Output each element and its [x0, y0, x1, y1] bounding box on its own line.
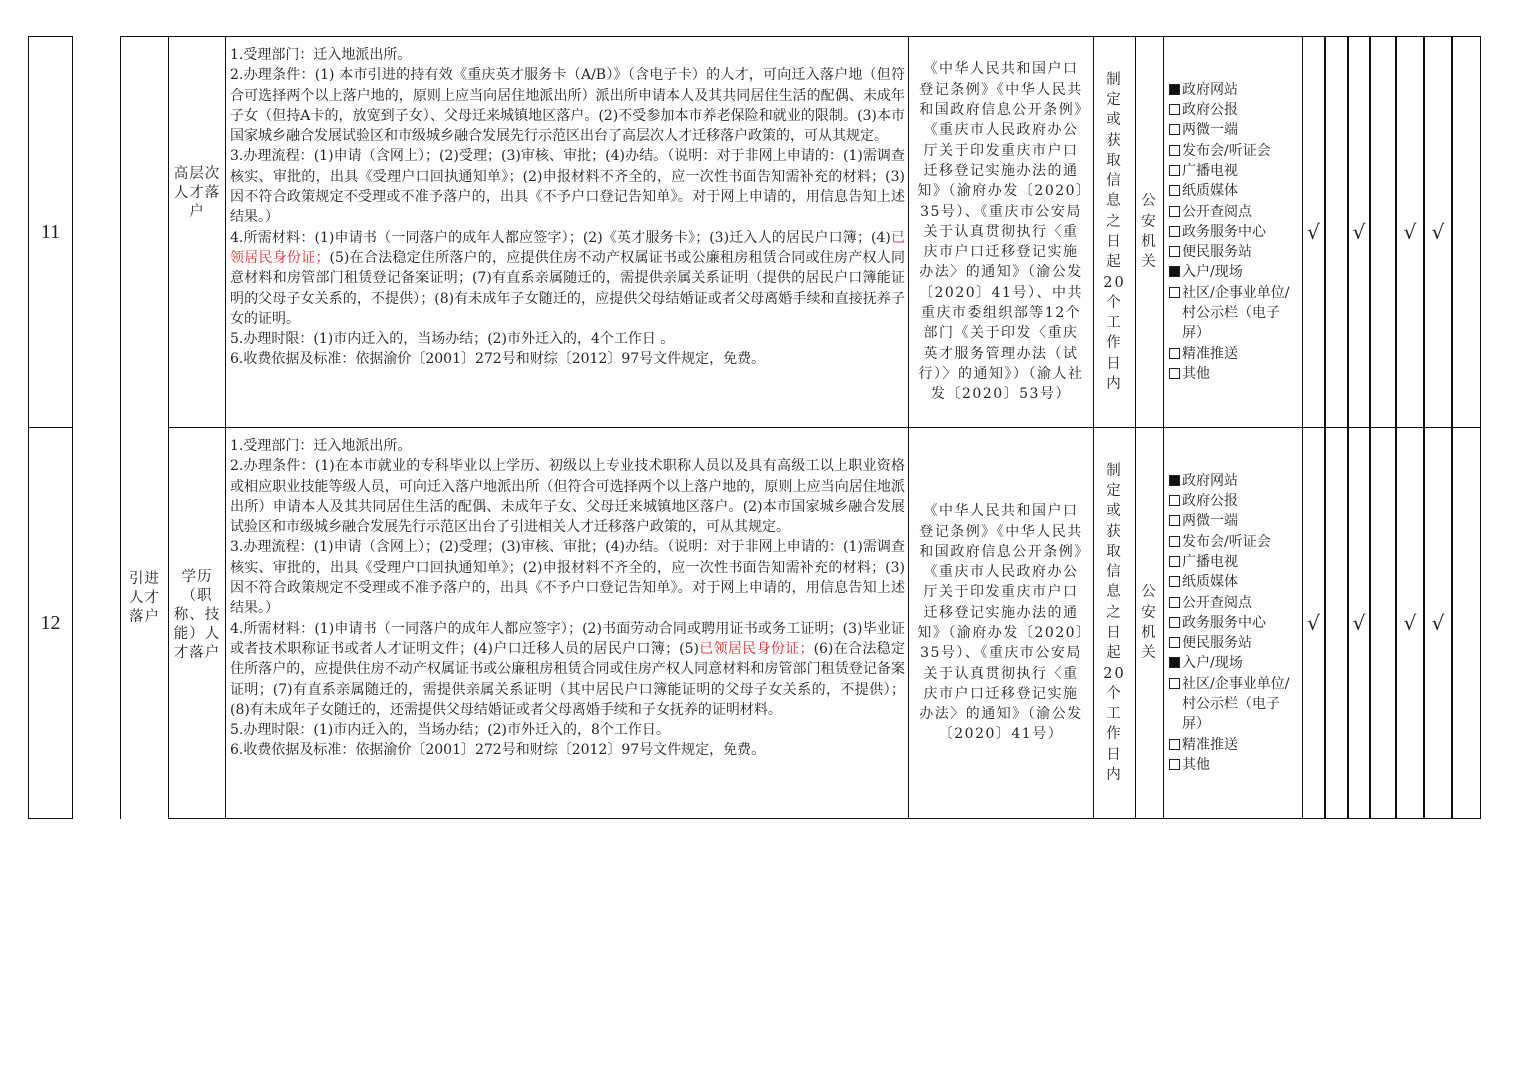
check-cell — [1424, 36, 1452, 428]
check-cell — [1302, 36, 1325, 428]
channel-label: 便民服务站 — [1182, 635, 1252, 652]
content-text: 2.办理条件：(1)在本市就业的专科毕业以上学历、初级以上专业技术职称人员以及具有高级工以上职业资格或相应职业技能等级人员，可向迁入落户地派出所（但符合可选择两个以上落户地的，原则上应当向居住地派出所）申请本人及其共同居住生活的配偶、未成年子女、父母迁来城镇地区落户。(2)本市国家城乡融合发展试验区和市级城乡融合发展先行示范区出台了引进相关人才迁移落户政策的，可从其规定。 — [230, 458, 905, 536]
channel-option — [1169, 755, 1299, 775]
check-cell — [1370, 36, 1396, 428]
row-number: 11 — [40, 220, 61, 243]
time-limit-cell — [1093, 427, 1136, 819]
content-text: 6.收费依据及标准：依据渝价〔2001〕272号和财综〔2012〕97号文件规定，免费。 — [230, 742, 766, 759]
unchecked-box-icon — [1169, 226, 1180, 237]
channel-label: 政府公报 — [1182, 493, 1238, 510]
channel-option — [1169, 100, 1299, 120]
unchecked-box-icon — [1169, 287, 1180, 298]
check-cell — [1325, 36, 1348, 428]
checked-box-icon — [1169, 657, 1180, 668]
materials-text: 4.所需材料：(1)申请书（一同落户的成年人都应签字）；(2)《英才服务卡》；(3)迁入人的居民户口簿；(4) — [230, 229, 891, 246]
check-cell — [1396, 36, 1424, 428]
row-number: 12 — [40, 611, 61, 634]
legal-basis: 《中华人民共和国户口登记条例》《中华人民共和国政府信息公开条例》《重庆市人民政府办公厅关于印发重庆市户口迁移登记实施办法的通知》（渝府办发〔2020〕35号）、《重庆市公安局关于认真贯彻执行〈重庆市户口迁移登记实施办法〉的通知》（渝公发〔2020〕41号） — [917, 503, 1085, 743]
channel-option — [1169, 141, 1299, 161]
agency-cell — [1135, 427, 1164, 819]
check-cell — [1396, 427, 1424, 819]
checkmark-icon: √ — [1307, 611, 1320, 635]
channel-label: 入户/现场 — [1182, 264, 1243, 281]
content-paragraph — [230, 146, 905, 227]
channel-label: 社区/企事业单位/村公示栏（电子屏） — [1182, 284, 1290, 342]
channel-option — [1169, 511, 1299, 531]
channel-label: 两微一端 — [1182, 122, 1238, 139]
channel-label: 精准推送 — [1182, 736, 1238, 753]
channel-label: 政务服务中心 — [1182, 614, 1266, 631]
checked-box-icon — [1169, 84, 1180, 95]
checkmark-icon: √ — [1352, 611, 1366, 635]
channel-label: 发布会/听证会 — [1182, 533, 1271, 550]
check-cell — [1325, 427, 1348, 819]
category-cell — [120, 36, 169, 819]
channel-label: 其他 — [1182, 756, 1210, 773]
content-paragraph — [230, 329, 905, 349]
materials-text: 4.所需材料：(1)申请书（一同落户的成年人都应签字）；(2)书面劳动合同或聘用证书或务工证明；(3)毕业证或者技术职称证书或者人才证明文件；(4)户口迁移人员的居民户口簿；(5) — [230, 620, 905, 657]
channel-label: 便民服务站 — [1182, 244, 1252, 261]
legal-basis: 《中华人民共和国户口登记条例》《中华人民共和国政府信息公开条例》《重庆市人民政府办公厅关于印发重庆市户口迁移登记实施办法的通知》（渝府办发〔2020〕35号）、《重庆市公安局关于认真贯彻执行〈重庆市户口迁移登记实施办法〉的通知》（渝公发〔2020〕41号）、中共重庆市委组织部等12个部门《关于印发〈重庆英才服务管理办法（试行）〉的通知》）（渝人社发〔2020〕53号） — [917, 61, 1085, 403]
check-cell — [1370, 427, 1396, 819]
checkmark-icon: √ — [1431, 220, 1445, 244]
agency-cell — [1135, 36, 1164, 428]
checkmark-icon: √ — [1431, 611, 1445, 635]
agency: 公安机关 — [1141, 584, 1158, 662]
channels-cell — [1163, 427, 1303, 819]
content-paragraph — [230, 436, 905, 456]
channel-label: 公开查阅点 — [1182, 203, 1252, 220]
unchecked-box-icon — [1169, 368, 1180, 379]
channel-option — [1169, 364, 1299, 384]
content-paragraph — [230, 45, 905, 65]
unchecked-box-icon — [1169, 495, 1180, 506]
unchecked-box-icon — [1169, 348, 1180, 359]
channel-label: 纸质媒体 — [1182, 183, 1238, 200]
service-content-cell — [225, 427, 909, 819]
channel-option — [1169, 471, 1299, 491]
checkmark-icon: √ — [1403, 220, 1417, 244]
checkmark-icon: √ — [1352, 220, 1366, 244]
check-cell — [1302, 427, 1325, 819]
content-text: 5.办理时限：(1)市内迁入的，当场办结；(2)市外迁入的，4个工作日 。 — [230, 331, 675, 348]
content-text: 2.办理条件：(1) 本市引进的持有效《重庆英才服务卡（A/B）》（含电子卡）的人才，可向迁入落户地（但符合可选择两个以上落户地的，原则上应当向居住地派出所）派出所申请本人及其共同居住生活的配偶、未成年子女（但持A卡的，放宽到子女）、父母迁来城镇地区落户。(2)不受参加本市养老保险和就业的限制。(3)本市国家城乡融合发展试验区和市级城乡融合发展先行示范区出台了高层次人才迁移落户政策的，可从其规定。 — [230, 67, 905, 145]
channel-label: 其他 — [1182, 365, 1210, 382]
content-paragraph — [230, 65, 905, 146]
row-number-cell — [28, 36, 73, 428]
content-paragraph — [230, 537, 905, 618]
unchecked-box-icon — [1169, 536, 1180, 547]
checked-box-icon — [1169, 475, 1180, 486]
unchecked-box-icon — [1169, 206, 1180, 217]
subcategory-cell — [168, 427, 226, 819]
content-text: 3.办理流程：(1)申请（含网上）；(2)受理；(3)审核、审批；(4)办结。（说明：对于非网上申请的：(1)需调查核实、审批的，出具《受理户口回执通知单》；(2)申报材料不齐全的，应一次性书面告知需补充的材料；(3)因不符合政策规定不受理或不准予落户的，出具《不予户口登记告知单》。对于网上申请的，用信息告知上述结果。） — [230, 148, 905, 226]
content-text: 6.收费依据及标准：依据渝价〔2001〕272号和财综〔2012〕97号文件规定，免费。 — [230, 351, 766, 368]
channel-option — [1169, 653, 1299, 673]
time-limit-cell — [1093, 36, 1136, 428]
row-number-cell — [28, 427, 73, 819]
check-cell — [1452, 427, 1481, 819]
time-limit: 制定或获取信息之日起20个工作日内 — [1103, 462, 1126, 784]
check-cell — [1424, 427, 1452, 819]
channel-option — [1169, 222, 1299, 242]
channel-label: 广播电视 — [1182, 553, 1238, 570]
spacer-column — [72, 36, 121, 819]
channel-option — [1169, 161, 1299, 181]
channel-label: 广播电视 — [1182, 162, 1238, 179]
materials-paragraph — [230, 619, 905, 720]
content-text: 5.办理时限：(1)市内迁入的，当场办结；(2)市外迁入的，8个工作日。 — [230, 722, 670, 739]
unchecked-box-icon — [1169, 515, 1180, 526]
channel-label: 入户/现场 — [1182, 655, 1243, 672]
checkmark-icon: √ — [1403, 611, 1417, 635]
channel-option — [1169, 735, 1299, 755]
checkmark-icon: √ — [1307, 220, 1320, 244]
channel-label: 政府公报 — [1182, 102, 1238, 119]
unchecked-box-icon — [1169, 556, 1180, 567]
materials-text: (5)在合法稳定住所落户的，应提供住房不动产权属证书或公廉租房租赁合同或住房产权人同意材料和房管部门租赁登记备案证明；(7)有直系亲属随迁的，需提供亲属关系证明（提供的居民户口簿能证明的父母子女关系的，不提供）；(8)有未成年子女随迁的，应提供父母结婚证或者父母离婚手续和直接抚养子女的证明。 — [230, 249, 905, 327]
subcategory-cell — [168, 36, 226, 428]
channel-option — [1169, 344, 1299, 364]
materials-highlight: 已领居民身份证； — [698, 640, 814, 657]
materials-highlight: 已领居民身份证； — [230, 229, 906, 266]
channel-label: 公开查阅点 — [1182, 594, 1252, 611]
channel-label: 纸质媒体 — [1182, 574, 1238, 591]
channel-label: 政府网站 — [1182, 81, 1238, 98]
channel-option — [1169, 674, 1299, 735]
unchecked-box-icon — [1169, 185, 1180, 196]
materials-text: (6)在合法稳定住所落户的，应提供住房不动产权属证书或公廉租房租赁合同或住房产权人同意材料和房管部门租赁登记备案证明；(7)有直系亲属随迁的，需提供亲属关系证明（其中居民户口簿能证明的父母子女关系的，不提供）；(8)有未成年子女随迁的，还需提供父母结婚证或者父母离婚手续和子女抚养的证明材料。 — [230, 640, 905, 718]
channel-option — [1169, 491, 1299, 511]
channel-option — [1169, 552, 1299, 572]
channel-label: 社区/企事业单位/村公示栏（电子屏） — [1182, 675, 1290, 733]
content-paragraph — [230, 456, 905, 537]
content-paragraph — [230, 720, 905, 740]
unchecked-box-icon — [1169, 145, 1180, 156]
channel-label: 政府网站 — [1182, 472, 1238, 489]
channel-label: 政务服务中心 — [1182, 223, 1266, 240]
unchecked-box-icon — [1169, 124, 1180, 135]
content-paragraph — [230, 349, 905, 369]
checked-box-icon — [1169, 266, 1180, 277]
channel-option — [1169, 120, 1299, 140]
channel-option — [1169, 572, 1299, 592]
agency: 公安机关 — [1141, 193, 1158, 271]
time-limit: 制定或获取信息之日起20个工作日内 — [1103, 71, 1126, 393]
unchecked-box-icon — [1169, 739, 1180, 750]
unchecked-box-icon — [1169, 617, 1180, 628]
unchecked-box-icon — [1169, 678, 1180, 689]
check-cell — [1348, 427, 1370, 819]
channel-option — [1169, 283, 1299, 344]
legal-basis-cell — [908, 36, 1094, 428]
unchecked-box-icon — [1169, 246, 1180, 257]
channels-cell — [1163, 36, 1303, 428]
channel-option — [1169, 633, 1299, 653]
channel-label: 两微一端 — [1182, 513, 1238, 530]
check-cell — [1348, 36, 1370, 428]
unchecked-box-icon — [1169, 165, 1180, 176]
channel-option — [1169, 593, 1299, 613]
category-label: 引进人才落户 — [129, 570, 160, 625]
channel-label: 发布会/听证会 — [1182, 142, 1271, 159]
content-text: 1.受理部门：迁入地派出所。 — [230, 47, 412, 63]
unchecked-box-icon — [1169, 576, 1180, 587]
channel-label: 精准推送 — [1182, 345, 1238, 362]
channel-option — [1169, 80, 1299, 100]
unchecked-box-icon — [1169, 597, 1180, 608]
content-text: 1.受理部门：迁入地派出所。 — [230, 438, 412, 454]
subcategory-label: 学历（职称、技能）人才落户 — [173, 569, 221, 661]
unchecked-box-icon — [1169, 637, 1180, 648]
subcategory-label: 高层次人才落户 — [173, 166, 221, 220]
channel-option — [1169, 202, 1299, 222]
unchecked-box-icon — [1169, 104, 1180, 115]
channel-option — [1169, 532, 1299, 552]
channel-option — [1169, 242, 1299, 262]
unchecked-box-icon — [1169, 759, 1180, 770]
channel-option — [1169, 613, 1299, 633]
channel-option — [1169, 262, 1299, 282]
channel-option — [1169, 181, 1299, 201]
check-cell — [1452, 36, 1481, 428]
legal-basis-cell — [908, 427, 1094, 819]
content-text: 3.办理流程：(1)申请（含网上）；(2)受理；(3)审核、审批；(4)办结。（说明：对于非网上申请的：(1)需调查核实、审批的，出具《受理户口回执通知单》；(2)申报材料不齐全的，应一次性书面告知需补充的材料；(3)因不符合政策规定不受理或不准予落户的，出具《不予户口登记告知单》。对于网上申请的，用信息告知上述结果。） — [230, 539, 905, 617]
service-content-cell — [225, 36, 909, 428]
materials-paragraph — [230, 228, 905, 329]
content-paragraph — [230, 740, 905, 760]
